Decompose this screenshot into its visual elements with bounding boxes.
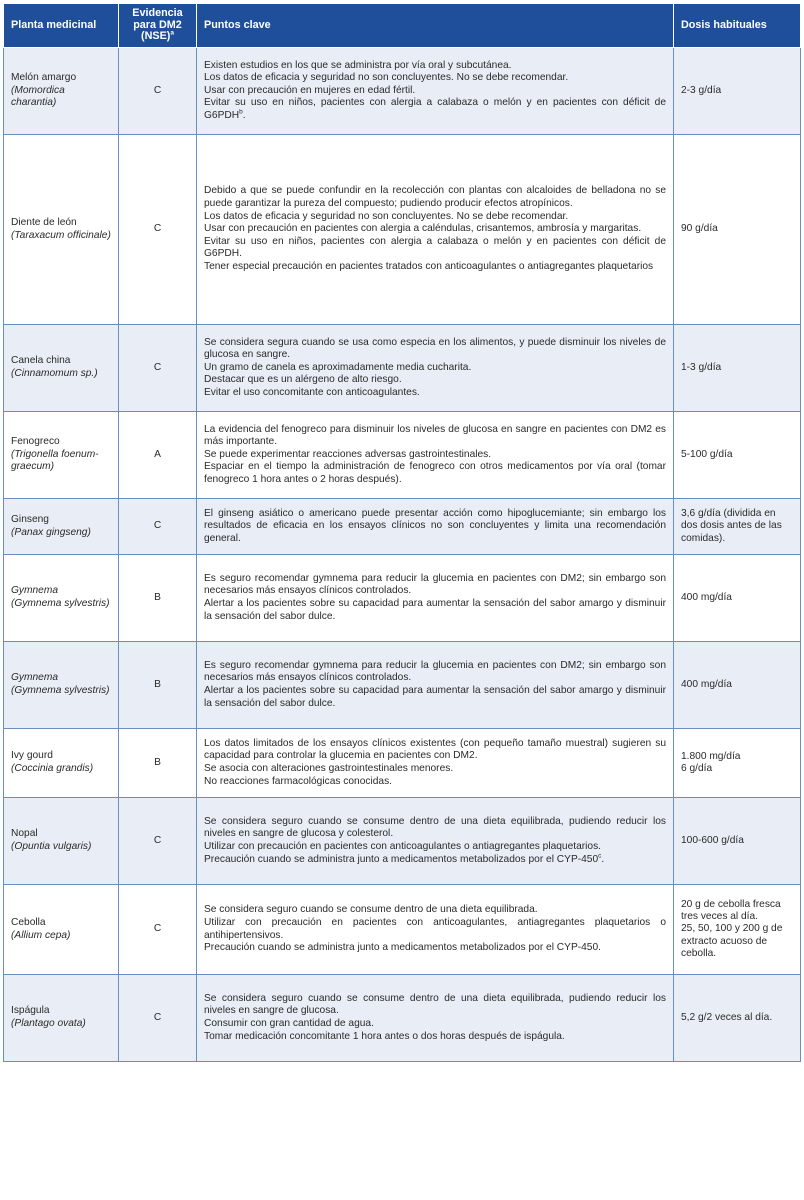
- key-point-text: El ginseng asiático o americano puede presentar acción como hipoglucemiante; sin embargo los resultados de eficacia en los ensayos clínicos no son concluyentes y limita una recomendación general.: [204, 507, 666, 544]
- key-point-text: Alertar a los pacientes sobre su capacidad para aumentar la sensación del sabor amargo y disminuir la sensación del sabor dulce.: [204, 685, 666, 709]
- key-point: [204, 85, 666, 98]
- key-point: [204, 904, 666, 917]
- key-points-cell: [197, 885, 674, 975]
- plant-scientific-name: (Plantago ovata): [11, 1018, 86, 1029]
- plant-scientific-name: (Momordica charantia): [11, 84, 65, 109]
- key-point: [204, 841, 666, 854]
- key-point: [204, 917, 666, 942]
- dose-cell: [674, 885, 801, 975]
- header-evidencia-text: Evidencia para DM2 (NSE): [132, 7, 183, 43]
- dose-text: 1-3 g/día: [681, 361, 722, 373]
- header-row: [4, 4, 801, 48]
- header-dosis: Dosis habituales: [674, 4, 801, 48]
- plant-cell: [4, 135, 119, 325]
- evidence-level: C: [119, 885, 197, 975]
- plant-name: Ispágula: [11, 1005, 50, 1017]
- table-row: [4, 642, 801, 729]
- table-row: [4, 729, 801, 798]
- key-point-text: Utilizar con precaución en pacientes con anticoagulantes, antiagregantes plaquetarios o antihipertensivos.: [204, 916, 666, 941]
- key-point: [204, 660, 666, 685]
- dose-cell: [674, 325, 801, 412]
- key-point-text: Evitar el uso concomitante con anticoagulantes.: [204, 386, 420, 398]
- key-point-text: Evitar su uso en niños, pacientes con alergia a calabaza o melón y en pacientes con déficit de G6PDH: [204, 97, 666, 121]
- plant-cell: [4, 642, 119, 729]
- key-point-text: Evitar su uso en niños, pacientes con alergia a calabaza o melón y en pacientes con déficit de G6PDH.: [204, 235, 666, 260]
- dose-cell: [674, 555, 801, 642]
- key-points-cell: [197, 642, 674, 729]
- plant-cell: [4, 885, 119, 975]
- key-point: [204, 508, 666, 546]
- key-point: [204, 236, 666, 261]
- plant-cell: [4, 412, 119, 499]
- key-point: [204, 993, 666, 1018]
- key-point-text: Tomar medicación concomitante 1 hora antes o dos horas después de ispágula.: [204, 1030, 565, 1042]
- key-points-cell: [197, 555, 674, 642]
- key-point-text: Consumir con gran cantidad de agua.: [204, 1018, 374, 1029]
- key-point-text: Utilizar con precaución en pacientes con anticoagulantes o antiagregantes plaquetarios.: [204, 841, 602, 852]
- key-point-text: Un gramo de canela es aproximadamente media cucharita.: [204, 361, 472, 373]
- key-point-text: Precaución cuando se administra junto a medicamentos metabolizados por el CYP-450: [204, 853, 599, 865]
- key-point-text: Precaución cuando se administra junto a medicamentos metabolizados por el CYP-450.: [204, 942, 601, 954]
- key-point: [204, 261, 666, 274]
- dose-text: 100-600 g/día: [681, 834, 744, 846]
- key-point-text: Tener especial precaución en pacientes tratados con anticoagulantes o antiagregantes plaquetarios: [204, 260, 654, 272]
- key-point-text: Se asocia con alteraciones gastrointestinales menores.: [204, 763, 454, 774]
- key-point-text: Es seguro recomendar gymnema para reducir la glucemia en pacientes con DM2; sin embargo son necesarios más ensayos clínicos controlados.: [204, 572, 666, 597]
- evidence-level: B: [119, 642, 197, 729]
- evidence-level: C: [119, 325, 197, 412]
- plant-name: Gymnema: [11, 585, 58, 597]
- plant-scientific-name: (Trigonella foenum-graecum): [11, 448, 99, 473]
- header-puntos: Puntos clave: [197, 4, 674, 48]
- dose-cell: [674, 798, 801, 885]
- plant-cell: [4, 975, 119, 1062]
- evidence-level: C: [119, 499, 197, 555]
- table-row: [4, 885, 801, 975]
- key-point-text: Destacar que es un alérgeno de alto riesgo.: [204, 374, 402, 386]
- plant-name: Melón amargo: [11, 72, 77, 84]
- dose-text: 1.800 mg/día 6 g/día: [681, 750, 741, 774]
- key-point: [204, 72, 666, 85]
- key-points-cell: [197, 499, 674, 555]
- key-point: [204, 223, 666, 236]
- evidence-level: C: [119, 48, 197, 135]
- plant-scientific-name: (Cinnamomum sp.): [11, 368, 98, 379]
- key-point: [204, 362, 666, 375]
- dose-text: 90 g/día: [681, 223, 718, 235]
- plant-cell: [4, 48, 119, 135]
- key-point-text: Alertar a los pacientes sobre su capacidad para aumentar la sensación del sabor amargo y disminuir la sensación del sabor dulce.: [204, 598, 666, 622]
- header-evidencia-sup: a: [170, 29, 175, 37]
- dose-cell: [674, 48, 801, 135]
- footnote-marker: c: [598, 852, 602, 860]
- dose-cell: [674, 135, 801, 325]
- key-point: [204, 776, 666, 789]
- plant-scientific-name: (Gymnema sylvestris): [11, 598, 110, 609]
- key-point: [204, 598, 666, 623]
- key-point: [204, 374, 666, 387]
- table-row: [4, 975, 801, 1062]
- plant-cell: [4, 325, 119, 412]
- plant-scientific-name: (Coccinia grandis): [11, 763, 94, 774]
- plant-name: Canela china: [11, 355, 71, 367]
- dose-text: 5-100 g/día: [681, 448, 733, 460]
- key-point: [204, 763, 666, 776]
- evidence-level: B: [119, 729, 197, 798]
- evidence-level: A: [119, 412, 197, 499]
- key-point-text: No reacciones farmacológicas conocidas.: [204, 775, 392, 787]
- key-point: Evitar su uso en niños, pacientes con alergia a calabaza o melón y en pacientes con déficit de G6PDH$^b$.: [204, 97, 666, 121]
- evidence-level: B: [119, 555, 197, 642]
- plant-name: Fenogreco: [11, 436, 60, 448]
- key-point-text: Es seguro recomendar gymnema para reducir la glucemia en pacientes con DM2; sin embargo son necesarios más ensayos clínicos controlados.: [204, 659, 666, 684]
- key-point: [204, 1018, 666, 1031]
- dose-text: 3,6 g/día (dividida en dos dosis antes de las comidas).: [681, 508, 782, 544]
- key-points-cell: [197, 729, 674, 798]
- key-point: [204, 573, 666, 598]
- table-row: [4, 499, 801, 555]
- key-point: [204, 1031, 666, 1044]
- key-point: [204, 60, 666, 73]
- key-point: [204, 816, 666, 841]
- key-points-cell: [197, 135, 674, 325]
- key-point-text: Espaciar en el tiempo la administración de fenogreco con otros medicamentos por vía oral (tomar fenogreco 1 hora antes o 2 horas después).: [204, 461, 666, 485]
- plant-scientific-name: (Opuntia vulgaris): [11, 841, 92, 852]
- key-point-text: La evidencia del fenogreco para disminuir los niveles de glucosa en sangre en pacientes con DM2 es más importante.: [204, 423, 666, 448]
- key-point: [204, 424, 666, 449]
- key-point-text: Los datos de eficacia y seguridad no son concluyentes. No se debe recomendar.: [204, 72, 569, 84]
- table-row: [4, 325, 801, 412]
- key-point: [204, 942, 666, 955]
- evidence-level: C: [119, 975, 197, 1062]
- key-points-cell: [197, 48, 674, 135]
- dose-cell: [674, 412, 801, 499]
- table-row: [4, 135, 801, 325]
- key-point-text: Se considera seguro cuando se consume dentro de una dieta equilibrada.: [204, 904, 538, 916]
- dose-cell: [674, 499, 801, 555]
- key-point-text: Los datos limitados de los ensayos clínicos existentes (con pequeño tamaño muestral) sugieren su capacidad para controlar la glucemia en pacientes con DM2.: [204, 737, 666, 762]
- plant-name: Diente de león: [11, 216, 77, 228]
- key-point-text: Usar con precaución en pacientes con alergia a caléndulas, crisantemos, ambrosía y margaritas.: [204, 223, 642, 235]
- key-point-text: Usar con precaución en mujeres en edad fértil.: [204, 84, 416, 96]
- key-point: [204, 185, 666, 210]
- key-point-text: Los datos de eficacia y seguridad no son concluyentes. No se debe recomendar.: [204, 210, 569, 222]
- dose-text: 20 g de cebolla fresca tres veces al día. 25, 50, 100 y 200 g de extracto acuoso de cebolla.: [681, 898, 783, 959]
- plant-scientific-name: (Allium cepa): [11, 929, 71, 941]
- plant-cell: [4, 555, 119, 642]
- dose-cell: [674, 642, 801, 729]
- header-planta: Planta medicinal: [4, 4, 119, 48]
- key-points-cell: [197, 975, 674, 1062]
- table-row: [4, 798, 801, 885]
- key-point: Precaución cuando se administra junto a medicamentos metabolizados por el CYP-450$^c$.: [204, 852, 605, 865]
- key-point-text: Existen estudios en los que se administra por vía oral y subcutánea.: [204, 59, 512, 71]
- key-point-text: Se considera seguro cuando se consume dentro de una dieta equilibrada, pudiendo reducir los niveles en sangre de glucosa.: [204, 992, 666, 1017]
- plant-scientific-name: (Panax gingseng): [11, 526, 91, 538]
- table-row: [4, 555, 801, 642]
- plant-cell: [4, 729, 119, 798]
- key-point: [204, 738, 666, 763]
- plant-scientific-name: (Gymnema sylvestris): [11, 685, 110, 696]
- dose-text: 5,2 g/2 veces al día.: [681, 1011, 773, 1023]
- plant-name: Ginseng: [11, 513, 49, 525]
- dose-text: 2-3 g/día: [681, 84, 722, 96]
- key-point: [204, 685, 666, 710]
- dose-text: 400 mg/día: [681, 678, 732, 690]
- key-point: [204, 337, 666, 362]
- plant-name: Cebolla: [11, 916, 46, 928]
- plant-name: Ivy gourd: [11, 750, 53, 762]
- plant-cell: [4, 798, 119, 885]
- key-point: [204, 387, 666, 400]
- table-body: [4, 48, 801, 1062]
- table-row: [4, 48, 801, 135]
- dose-text: 400 mg/día: [681, 591, 732, 603]
- table-row: [4, 412, 801, 499]
- key-points-cell: [197, 798, 674, 885]
- evidence-level: C: [119, 798, 197, 885]
- table-header: [4, 4, 801, 48]
- key-point: [204, 449, 666, 462]
- plant-name: Nopal: [11, 828, 38, 840]
- dose-cell: [674, 729, 801, 798]
- key-point-text: Se considera segura cuando se usa como especia en los alimentos, y puede disminuir los niveles de glucosa en sangre.: [204, 336, 666, 361]
- plant-name: Gymnema: [11, 672, 58, 684]
- evidence-level: C: [119, 135, 197, 325]
- key-points-cell: [197, 412, 674, 499]
- key-point: [204, 211, 666, 224]
- key-point: [204, 461, 666, 486]
- dose-cell: [674, 975, 801, 1062]
- plant-cell: [4, 499, 119, 555]
- key-point-text: Se considera seguro cuando se consume dentro de una dieta equilibrada, pudiendo reducir los niveles en sangre de glucosa y colesterol.: [204, 815, 666, 840]
- plant-scientific-name: (Taraxacum officinale): [11, 229, 111, 241]
- key-points-cell: [197, 325, 674, 412]
- plants-table: [3, 3, 801, 1062]
- footnote-marker: b: [239, 108, 243, 116]
- key-point-text: Debido a que se puede confundir en la recolección con plantas con alcaloides de belladona no se puede garantizar la pureza del compuesto; pudiendo producir efectos atropínicos.: [204, 185, 666, 210]
- header-evidencia: [119, 4, 197, 48]
- key-point-text: Se puede experimentar reacciones adversas gastrointestinales.: [204, 448, 492, 460]
